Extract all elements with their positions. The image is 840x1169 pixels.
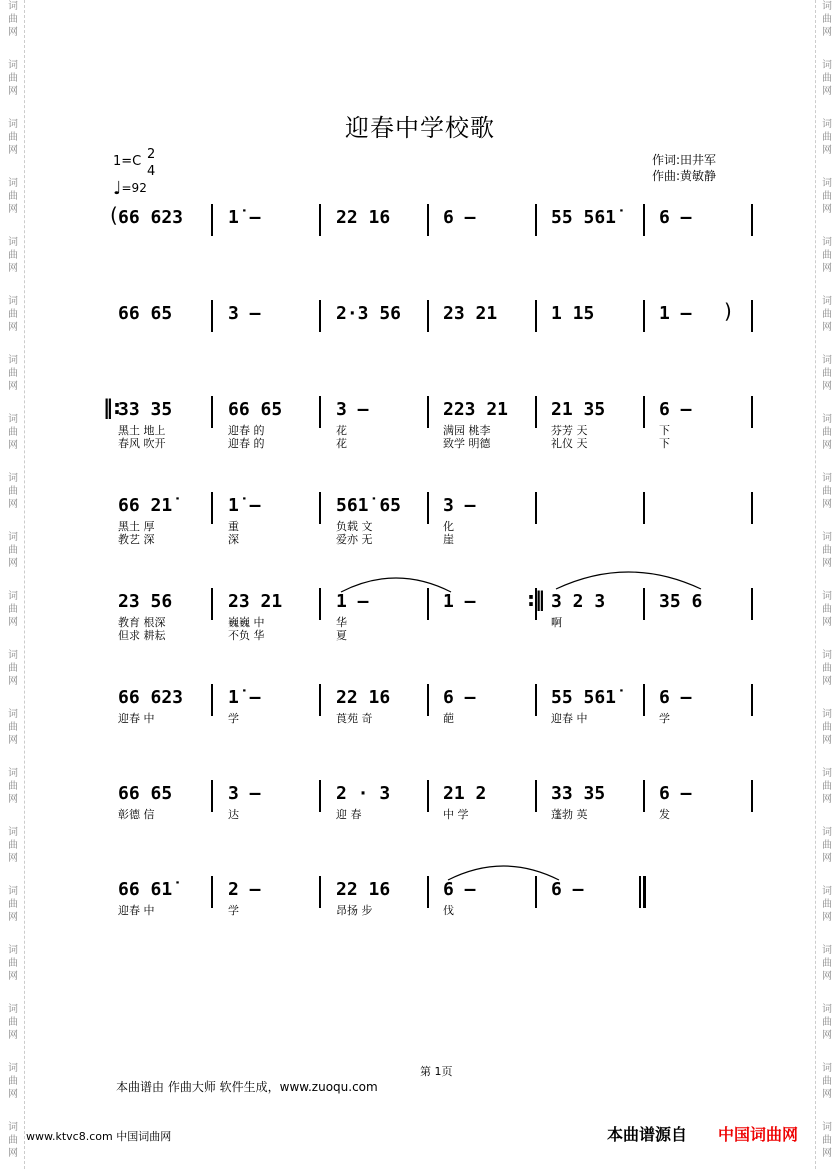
lyric-text: 昂扬 步	[336, 904, 373, 917]
watermark-char: 网	[822, 971, 832, 982]
watermark-char: 词	[8, 709, 18, 720]
watermark-char: 网	[8, 1089, 18, 1100]
open-paren: (	[110, 203, 118, 227]
lyric-text: 重	[228, 520, 239, 533]
watermark-char: 曲	[8, 545, 18, 556]
lyric-text: 深	[228, 533, 239, 546]
measure: 3 –	[228, 303, 261, 324]
lyric-text: 迎春 中	[551, 712, 588, 725]
lyric-text: 中 学	[443, 808, 469, 821]
composer: 作曲:黄敏静	[652, 169, 717, 183]
tie-slur	[340, 576, 452, 594]
watermark-char: 网	[822, 912, 832, 923]
watermark-char: 网	[822, 853, 832, 864]
barline	[211, 204, 213, 236]
lyric-text: 葩	[443, 712, 454, 725]
lyric-text: 下	[659, 437, 670, 450]
watermark-char: 词	[8, 945, 18, 956]
watermark-char: 网	[8, 381, 18, 392]
lyric-text: 达	[228, 808, 239, 821]
measure: 6 –	[551, 879, 584, 900]
measure: 1 –	[443, 591, 476, 612]
watermark-char: 词	[822, 414, 832, 425]
lyric-text: 教育 根深	[118, 616, 166, 629]
watermark-char: 曲	[8, 1135, 18, 1146]
watermark-char: 曲	[822, 899, 832, 910]
watermark-char: 曲	[8, 840, 18, 851]
watermark-char: 词	[822, 650, 832, 661]
watermark-char: 曲	[8, 132, 18, 143]
watermark-char: 词	[8, 237, 18, 248]
lyric-text: 迎春 中	[118, 904, 155, 917]
watermark-char: 词	[822, 237, 832, 248]
watermark-char: 网	[8, 912, 18, 923]
lyric-text: 黑土 地上	[118, 424, 166, 437]
measure: 66 65	[118, 783, 173, 804]
barline	[535, 396, 537, 428]
watermark-char: 词	[8, 119, 18, 130]
tie-slur	[555, 570, 702, 591]
barline	[751, 684, 753, 716]
barline	[751, 300, 753, 332]
measure: 2·3 56	[336, 303, 402, 324]
measure: 23 21	[443, 303, 498, 324]
watermark-char: 网	[822, 204, 832, 215]
lyric-text: 学	[228, 712, 239, 725]
lyric-text: 华	[336, 616, 347, 629]
barline	[319, 588, 321, 620]
lyric-text: 啊	[551, 616, 562, 629]
watermark-char: 网	[822, 145, 832, 156]
watermark-char: 词	[8, 296, 18, 307]
measure: 2 · 3	[336, 783, 391, 804]
watermark-char: 词	[8, 414, 18, 425]
lyric-text: 夏	[336, 629, 347, 642]
barline	[211, 876, 213, 908]
watermark-char: 曲	[8, 1017, 18, 1028]
watermark-char: 词	[822, 709, 832, 720]
barline	[211, 396, 213, 428]
lyric-text: 黑土 厚	[118, 520, 155, 533]
barline	[319, 780, 321, 812]
watermark-char: 网	[822, 1148, 832, 1159]
measure: 22 16	[336, 207, 391, 228]
lyric-text: 花	[336, 424, 347, 437]
watermark-char: 网	[822, 322, 832, 333]
watermark-char: 曲	[822, 1076, 832, 1087]
barline	[319, 684, 321, 716]
watermark-char: 网	[822, 86, 832, 97]
end-barline-thin	[639, 876, 641, 908]
watermark-char: 词	[8, 1122, 18, 1133]
lyric-text: 迎 春	[336, 808, 362, 821]
watermark-char: 网	[8, 676, 18, 687]
close-paren: )	[724, 299, 732, 323]
watermark-char: 词	[822, 1, 832, 12]
watermark-char: 网	[8, 499, 18, 510]
barline	[211, 780, 213, 812]
measure: 66 65	[118, 303, 173, 324]
lyric-text: 花	[336, 437, 347, 450]
measure: 33 35	[118, 399, 173, 420]
watermark-char: 曲	[8, 1076, 18, 1087]
watermark-char: 词	[822, 827, 832, 838]
measure: 66 65	[228, 399, 283, 420]
source-label: 本曲谱源自	[607, 1125, 688, 1144]
watermark-char: 词	[822, 60, 832, 71]
watermark-char: 网	[8, 735, 18, 746]
barline	[643, 204, 645, 236]
watermark-char: 词	[822, 178, 832, 189]
watermark-char: 曲	[8, 191, 18, 202]
watermark-char: 曲	[8, 250, 18, 261]
measure: 1 –	[659, 303, 692, 324]
watermark-char: 曲	[822, 191, 832, 202]
measure: 55 561̇	[551, 207, 617, 228]
watermark-char: 词	[822, 119, 832, 130]
barline	[319, 204, 321, 236]
watermark-char: 曲	[8, 427, 18, 438]
watermark-char: 曲	[8, 722, 18, 733]
tempo-value: =92	[121, 181, 147, 195]
watermark-char: 曲	[822, 663, 832, 674]
watermark-char: 词	[822, 532, 832, 543]
measure: 223 21	[443, 399, 509, 420]
watermark-char: 网	[8, 617, 18, 628]
watermark-char: 曲	[8, 368, 18, 379]
watermark-char: 曲	[8, 309, 18, 320]
watermark-char: 词	[8, 355, 18, 366]
end-barline-thick	[643, 876, 646, 908]
measure: 1 15	[551, 303, 595, 324]
lyric-text: 化	[443, 520, 454, 533]
watermark-char: 网	[8, 440, 18, 451]
watermark-char: 网	[8, 853, 18, 864]
barline	[643, 300, 645, 332]
lyric-text: 巍巍 中	[228, 616, 265, 629]
quarter-note-icon: ♩	[113, 178, 122, 199]
measure: 1̇ –	[228, 687, 261, 708]
watermark-char: 词	[8, 1063, 18, 1074]
tie-slur	[447, 864, 560, 882]
watermark-char: 词	[8, 1, 18, 12]
watermark-char: 曲	[822, 604, 832, 615]
watermark-char: 词	[822, 355, 832, 366]
barline	[211, 492, 213, 524]
watermark-char: 曲	[822, 545, 832, 556]
lyricist: 作词:田井军	[652, 153, 717, 167]
watermark-char: 网	[8, 1148, 18, 1159]
measure: 6 –	[659, 207, 692, 228]
watermark-char: 曲	[822, 309, 832, 320]
watermark-char: 网	[8, 263, 18, 274]
lyric-text: 但求 耕耘	[118, 629, 166, 642]
barline	[751, 396, 753, 428]
measure: 6 –	[659, 399, 692, 420]
barline	[319, 396, 321, 428]
barline	[751, 588, 753, 620]
measure: 66 61̇	[118, 879, 173, 900]
watermark-char: 曲	[822, 73, 832, 84]
barline	[427, 684, 429, 716]
barline	[643, 684, 645, 716]
lyric-text: 负载 文	[336, 520, 373, 533]
watermark-char: 网	[822, 617, 832, 628]
site-url: www.ktvc8.com 中国词曲网	[26, 1130, 172, 1143]
watermark-char: 曲	[8, 781, 18, 792]
lyric-text: 学	[228, 904, 239, 917]
barline	[535, 204, 537, 236]
lyric-text: 莨苑 奇	[336, 712, 373, 725]
watermark-char: 曲	[822, 486, 832, 497]
lyric-text: 教艺 深	[118, 533, 155, 546]
lyric-text: 崖	[443, 533, 454, 546]
watermark-char: 曲	[8, 899, 18, 910]
barline	[643, 780, 645, 812]
barline	[535, 300, 537, 332]
measure: 561̇ 65	[336, 495, 402, 516]
barline	[643, 396, 645, 428]
barline	[751, 204, 753, 236]
watermark-char: 网	[8, 1030, 18, 1041]
time-denominator: 4	[147, 164, 156, 179]
watermark-char: 网	[8, 204, 18, 215]
measure: 1̇ –	[228, 207, 261, 228]
measure: 2 –	[228, 879, 261, 900]
measure: 22 16	[336, 687, 391, 708]
right-watermark-strip	[816, 0, 838, 1169]
measure: 6 –	[443, 207, 476, 228]
measure: 6 –	[659, 783, 692, 804]
watermark-char: 词	[822, 296, 832, 307]
time-numerator: 2	[147, 147, 156, 162]
barline	[643, 588, 645, 620]
watermark-char: 词	[822, 1063, 832, 1074]
watermark-char: 曲	[822, 132, 832, 143]
watermark-char: 词	[8, 768, 18, 779]
lyric-text: 下	[659, 424, 670, 437]
watermark-char: 网	[822, 558, 832, 569]
measure: 22 16	[336, 879, 391, 900]
watermark-char: 网	[822, 735, 832, 746]
measure: 6 –	[443, 879, 476, 900]
watermark-char: 词	[822, 1122, 832, 1133]
barline	[211, 300, 213, 332]
page-number: 第 1页	[420, 1065, 453, 1078]
measure: 35 6	[659, 591, 703, 612]
watermark-char: 词	[8, 1004, 18, 1015]
watermark-char: 曲	[8, 663, 18, 674]
watermark-char: 网	[8, 322, 18, 333]
watermark-char: 词	[8, 650, 18, 661]
watermark-char: 曲	[8, 604, 18, 615]
barline	[535, 780, 537, 812]
measure: 3 –	[443, 495, 476, 516]
measure: 3 2 3	[551, 591, 606, 612]
source-name: 中国词曲网	[718, 1125, 799, 1144]
watermark-char: 网	[822, 499, 832, 510]
watermark-char: 词	[8, 178, 18, 189]
watermark-char: 网	[822, 440, 832, 451]
barline	[535, 492, 537, 524]
watermark-char: 网	[8, 145, 18, 156]
watermark-char: 曲	[822, 368, 832, 379]
watermark-char: 词	[822, 1004, 832, 1015]
watermark-char: 词	[822, 945, 832, 956]
credits	[652, 152, 716, 184]
watermark-char: 词	[8, 60, 18, 71]
watermark-char: 网	[8, 86, 18, 97]
lyric-text: 迎春 的	[228, 424, 265, 437]
barline	[751, 492, 753, 524]
time-signature	[147, 146, 155, 180]
measure: 66 623	[118, 687, 184, 708]
watermark-char: 词	[822, 473, 832, 484]
lyric-text: 礼仪 天	[551, 437, 588, 450]
measure: 33 35	[551, 783, 606, 804]
measure: 66 21̇	[118, 495, 173, 516]
barline	[535, 684, 537, 716]
watermark-char: 曲	[822, 250, 832, 261]
lyric-text: 芬芳 天	[551, 424, 588, 437]
barline	[319, 300, 321, 332]
barline	[427, 876, 429, 908]
watermark-char: 词	[8, 591, 18, 602]
lyric-text: 迎春 中	[118, 712, 155, 725]
barline	[319, 492, 321, 524]
left-watermark-strip	[2, 0, 24, 1169]
watermark-char: 网	[822, 1089, 832, 1100]
watermark-char: 网	[8, 794, 18, 805]
barline	[751, 780, 753, 812]
watermark-char: 网	[8, 27, 18, 38]
lyric-text: 不负 华	[228, 629, 265, 642]
barline	[643, 492, 645, 524]
watermark-char: 词	[822, 886, 832, 897]
watermark-char: 网	[822, 27, 832, 38]
measure: 6 –	[659, 687, 692, 708]
watermark-char: 曲	[822, 427, 832, 438]
generator-note: 本曲谱由 作曲大师 软件生成，www.zuoqu.com	[116, 1080, 378, 1094]
watermark-char: 网	[822, 1030, 832, 1041]
lyric-text: 蓬勃 英	[551, 808, 588, 821]
watermark-char: 词	[822, 591, 832, 602]
lyric-text: 发	[659, 808, 670, 821]
watermark-char: 曲	[822, 781, 832, 792]
watermark-char: 词	[8, 532, 18, 543]
measure: 21 35	[551, 399, 606, 420]
watermark-char: 曲	[822, 14, 832, 25]
lyric-text: 伐	[443, 904, 454, 917]
lyric-text: 爱亦 无	[336, 533, 373, 546]
measure: 23 21	[228, 591, 283, 612]
watermark-char: 词	[8, 827, 18, 838]
barline	[427, 780, 429, 812]
measure: 3 –	[336, 399, 369, 420]
measure: 66 623	[118, 207, 184, 228]
watermark-char: 网	[822, 263, 832, 274]
lyric-text: 春风 吹开	[118, 437, 166, 450]
watermark-char: 曲	[822, 1135, 832, 1146]
watermark-char: 词	[822, 768, 832, 779]
lyric-text: 学	[659, 712, 670, 725]
watermark-char: 网	[8, 971, 18, 982]
watermark-char: 网	[8, 558, 18, 569]
watermark-char: 词	[8, 473, 18, 484]
measure: 3 –	[228, 783, 261, 804]
watermark-char: 网	[822, 794, 832, 805]
measure: 21 2	[443, 783, 487, 804]
measure: 23 56	[118, 591, 173, 612]
watermark-char: 曲	[8, 486, 18, 497]
tempo-marking	[113, 178, 147, 199]
measure: 6 –	[443, 687, 476, 708]
measure: 55 561̇	[551, 687, 617, 708]
score-title: 迎春中学校歌	[345, 114, 495, 142]
barline	[211, 684, 213, 716]
barline	[427, 396, 429, 428]
watermark-char: 词	[8, 886, 18, 897]
measure: 1 –	[336, 591, 369, 612]
repeat-start-sign: ‖:	[103, 395, 121, 419]
watermark-char: 网	[822, 381, 832, 392]
watermark-char: 曲	[8, 958, 18, 969]
barline	[211, 588, 213, 620]
repeat-end-sign: :‖	[527, 587, 545, 611]
barline	[427, 300, 429, 332]
watermark-char: 曲	[822, 722, 832, 733]
watermark-char: 网	[822, 676, 832, 687]
barline	[427, 492, 429, 524]
key-signature: 1=C	[113, 154, 142, 169]
watermark-char: 曲	[822, 840, 832, 851]
measure: 1̇ –	[228, 495, 261, 516]
watermark-char: 曲	[822, 1017, 832, 1028]
watermark-char: 曲	[822, 958, 832, 969]
lyric-text: 彰德 信	[118, 808, 155, 821]
barline	[427, 204, 429, 236]
lyric-text: 满园 桃李	[443, 424, 491, 437]
watermark-char: 曲	[8, 73, 18, 84]
lyric-text: 迎春 的	[228, 437, 265, 450]
watermark-char: 曲	[8, 14, 18, 25]
barline	[319, 876, 321, 908]
lyric-text: 致学 明德	[443, 437, 491, 450]
